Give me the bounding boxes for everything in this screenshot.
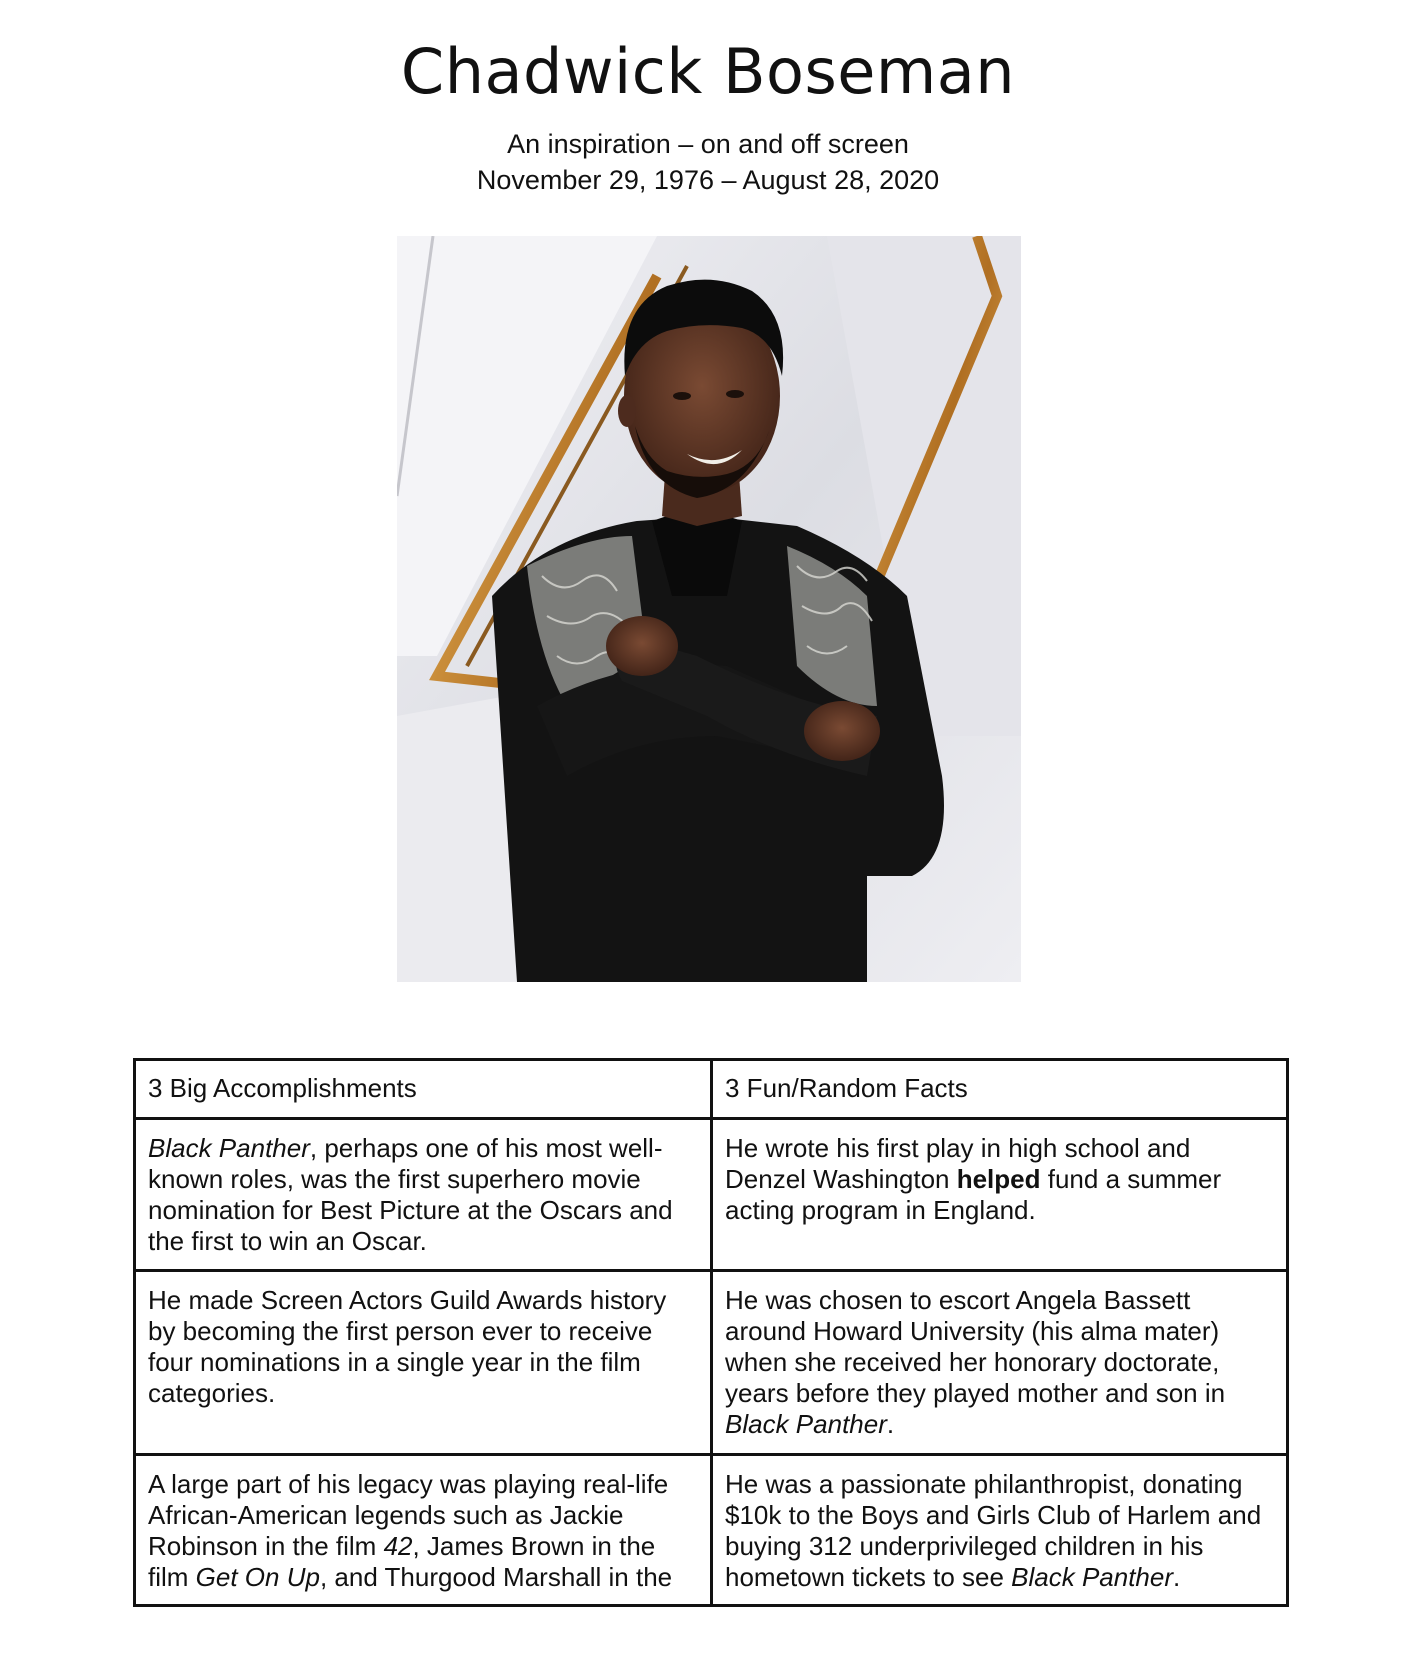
header-fun-facts: 3 Fun/Random Facts bbox=[712, 1060, 1288, 1119]
accomplishment-2: He made Screen Actors Guild Awards history by becoming the first person ever to receive four nominations in a single year in the film categories. bbox=[135, 1271, 712, 1455]
portrait-illustration bbox=[397, 236, 1021, 982]
hand-right bbox=[804, 701, 880, 761]
table-row bbox=[135, 1271, 1288, 1455]
header-accomplishments: 3 Big Accomplishments bbox=[135, 1060, 712, 1119]
page-title: Chadwick Boseman bbox=[400, 35, 1016, 108]
italic-title: Black Panther bbox=[148, 1133, 310, 1163]
tagline: An inspiration – on and off screen bbox=[507, 129, 909, 159]
accomplishment-3: A large part of his legacy was playing real-life African-American legends such as Jackie Robinson in the film 42, James Brown in the film Get On Up, and Thurgood Marshall in the bbox=[135, 1455, 712, 1606]
life-dates: November 29, 1976 – August 28, 2020 bbox=[476, 165, 940, 195]
table-row bbox=[135, 1119, 1288, 1271]
fun-fact-1: He wrote his first play in high school and Denzel Washington helped fund a summer acting program in England. bbox=[712, 1119, 1288, 1271]
table-row bbox=[135, 1455, 1288, 1606]
portrait-photo bbox=[397, 236, 1021, 982]
hand-left bbox=[606, 616, 678, 676]
italic-title: 42 bbox=[383, 1531, 413, 1561]
accomplishment-1: Black Panther, perhaps one of his most well-known roles, was the first superhero movie nomination for Best Picture at the Oscars and the first to win an Oscar. bbox=[135, 1119, 712, 1271]
italic-title: Get On Up bbox=[195, 1562, 320, 1592]
italic-title: Black Panther bbox=[725, 1409, 887, 1439]
facts-table bbox=[133, 1058, 1289, 1607]
italic-title: Black Panther bbox=[1011, 1562, 1174, 1592]
fun-fact-2: He was chosen to escort Angela Bassett around Howard University (his alma mater) when she received her honorary doctorate, years before they played mother and son in Black Panther. bbox=[712, 1271, 1288, 1455]
bold-word: helped bbox=[956, 1164, 1041, 1194]
table-header-row bbox=[135, 1060, 1288, 1119]
fun-fact-3: He was a passionate philanthropist, donating $10k to the Boys and Girls Club of Harlem and buying 312 underprivileged children in his hometown tickets to see Black Panther. bbox=[712, 1455, 1288, 1606]
